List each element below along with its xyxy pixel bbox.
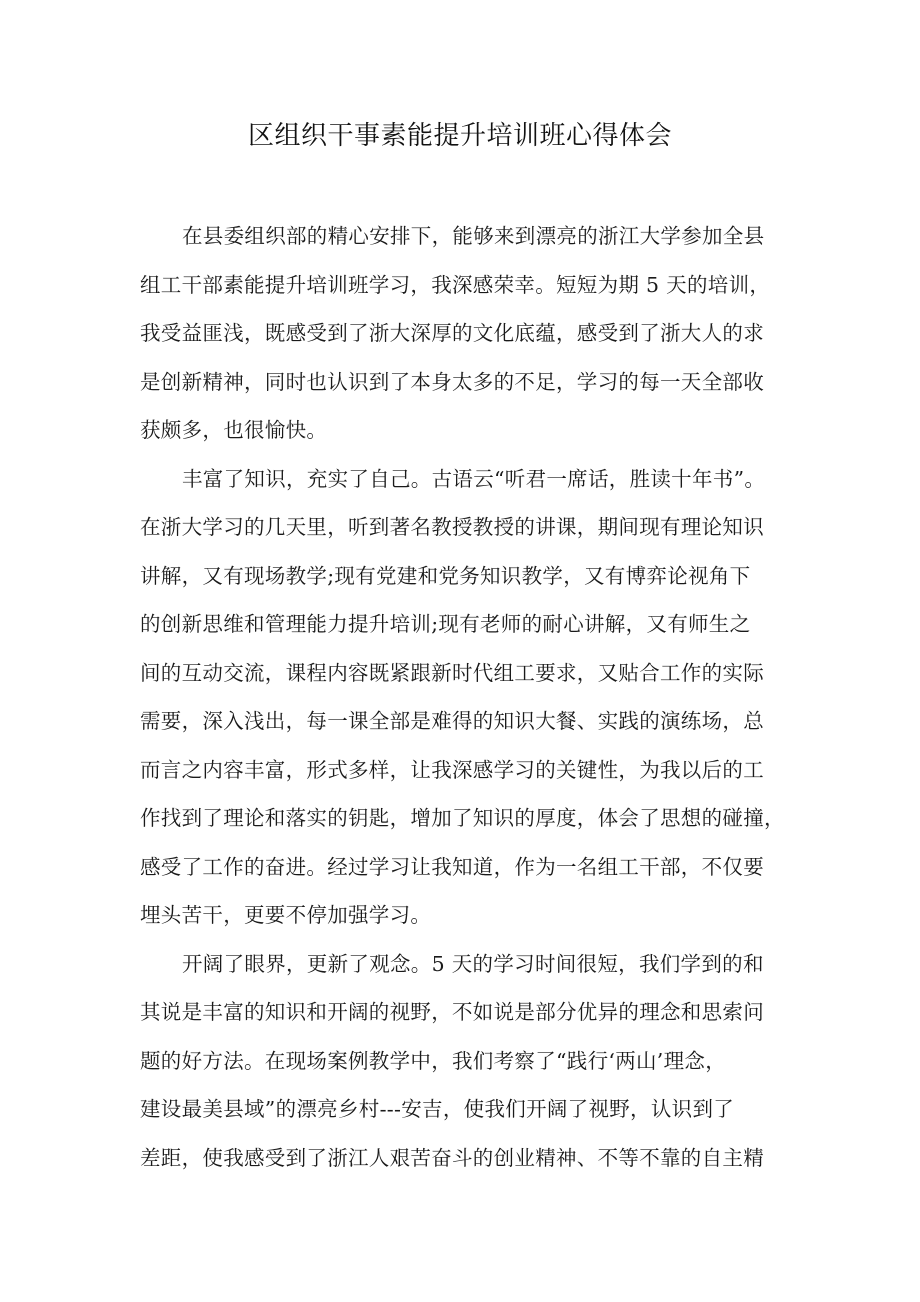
paragraph-2-line-4: 的创新思维和管理能力提升培训;现有老师的耐心讲解，又有师生之 xyxy=(140,612,751,636)
paragraph-2-line-5: 间的互动交流，课程内容既紧跟新时代组工要求，又贴合工作的实际 xyxy=(140,660,764,685)
document-body xyxy=(140,212,785,1182)
document-title: 区组织干事素能提升培训班心得体会 xyxy=(247,121,672,151)
paragraph-1-line-5: 获颇多，也很愉快。 xyxy=(140,418,328,442)
paragraph-2-line-1: 丰富了知识，充实了自己。古语云“听君一席话，胜读十年书”。 xyxy=(182,466,766,491)
paragraph-2-line-8: 作找到了理论和落实的钥匙，增加了知识的厚度，体会了思想的碰撞， xyxy=(140,806,785,830)
paragraph-3-line-3: 题的好方法。在现场案例教学中，我们考察了“践行‘两山’理念， xyxy=(140,1048,727,1073)
paragraph-3-line-4: 建设最美县域”的漂亮乡村---安吉，使我们开阔了视野，认识到了 xyxy=(140,1097,735,1121)
paragraph-1-line-1: 在县委组织部的精心安排下，能够来到漂亮的浙江大学参加全县 xyxy=(182,224,765,248)
paragraph-2-line-9: 感受了工作的奋进。经过学习让我知道，作为一名组工干部，不仅要 xyxy=(140,854,764,879)
paragraph-3-line-2: 其说是丰富的知识和开阔的视野，不如说是部分优异的理念和思索问 xyxy=(140,1000,764,1024)
paragraph-2-line-2: 在浙大学习的几天里，听到著名教授教授的讲课，期间现有理论知识 xyxy=(140,515,764,539)
paragraph-1-line-3: 我受益匪浅，既感受到了浙大深厚的文化底蕴，感受到了浙大人的求 xyxy=(140,321,764,345)
paragraph-3-line-1: 开阔了眼界，更新了观念。5 天的学习时间很短，我们学到的和 xyxy=(182,951,764,976)
paragraph-1-line-4: 是创新精神，同时也认识到了本身太多的不足，学习的每一天全部收 xyxy=(140,369,764,394)
paragraph-2-line-10: 埋头苦干，更要不停加强学习。 xyxy=(140,903,432,927)
paragraph-2-line-7: 而言之内容丰富，形式多样，让我深感学习的关键性，为我以后的工 xyxy=(140,757,764,782)
paragraph-3-line-5: 差距，使我感受到了浙江人艰苦奋斗的创业精神、不等不靠的自主精 xyxy=(140,1145,764,1170)
paragraph-1-line-2: 组工干部素能提升培训班学习，我深感荣幸。短短为期 5 天的培训， xyxy=(140,272,771,297)
paragraph-2-line-3: 讲解，又有现场教学;现有党建和党务知识教学，又有博弈论视角下 xyxy=(140,563,751,588)
paragraph-2-line-6: 需要，深入浅出，每一课全部是难得的知识大餐、实践的演练场，总 xyxy=(140,709,764,733)
